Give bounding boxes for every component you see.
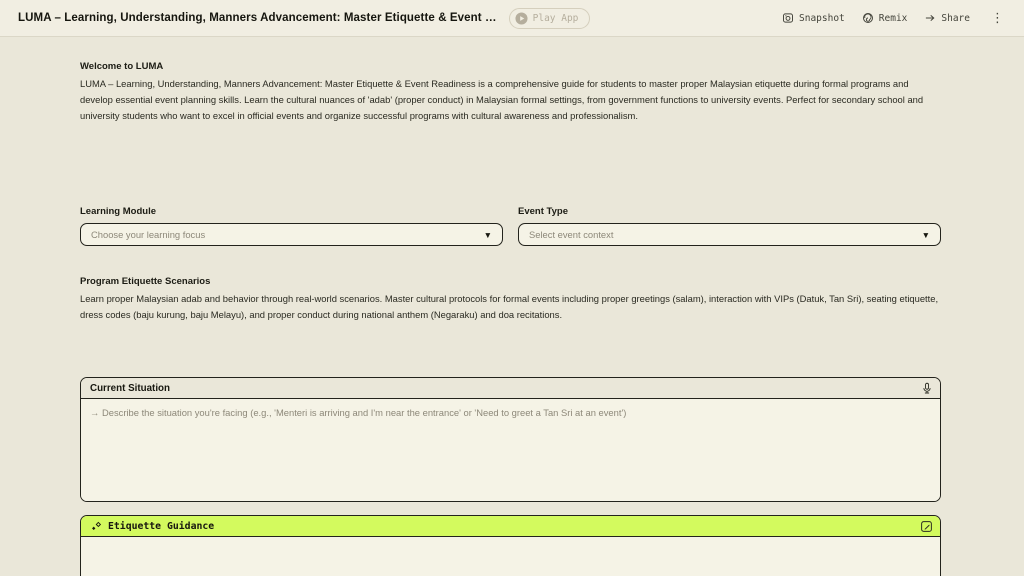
app-title: LUMA – Learning, Understanding, Manners Advancement: Master Etiquette & Event … <box>18 12 497 24</box>
etiquette-guidance-title: Etiquette Guidance <box>108 520 215 532</box>
topbar-actions <box>782 12 1006 25</box>
share-label: Share <box>941 12 970 24</box>
pencil-square-icon <box>920 520 933 533</box>
selector-row <box>80 206 941 246</box>
welcome-heading: Welcome to LUMA <box>80 61 164 72</box>
topbar <box>0 0 1024 37</box>
edit-button[interactable] <box>920 520 933 533</box>
play-app-label: Play App <box>532 12 579 24</box>
main-content <box>0 37 1024 576</box>
current-situation-input[interactable] <box>81 399 940 501</box>
current-situation-header <box>81 378 940 399</box>
play-icon <box>515 12 528 25</box>
event-type-select[interactable] <box>518 223 941 246</box>
learning-module-label: Learning Module <box>80 206 156 217</box>
play-app-button[interactable] <box>509 8 591 29</box>
scenarios-section <box>80 276 941 323</box>
scenarios-heading: Program Etiquette Scenarios <box>80 276 211 287</box>
etiquette-guidance-body <box>81 537 940 576</box>
chevron-down-icon: ▼ <box>921 229 930 240</box>
microphone-button[interactable] <box>921 382 933 395</box>
remix-swirl-icon <box>862 12 874 24</box>
snapshot-label: Snapshot <box>799 12 845 24</box>
arrow-right-icon <box>924 12 936 24</box>
chevron-down-icon: ▼ <box>483 229 492 240</box>
etiquette-guidance-header <box>81 516 940 537</box>
sparkles-icon <box>90 520 103 533</box>
remix-label: Remix <box>878 12 908 24</box>
scenarios-text: Learn proper Malaysian adab and behavior through real-world scenarios. Master cultural protocols for formal events including proper greetings (salam), interaction with VIPs (Datuk, Tan Sri), seating etiquette, dress codes (baju kurung, baju Melayu), and proper conduct during national anthem (Negaraku) and doa recitations. <box>80 293 939 320</box>
event-type-placeholder: Select event context <box>529 229 614 240</box>
learning-module-select[interactable] <box>80 223 503 246</box>
snapshot-button[interactable] <box>782 12 845 24</box>
remix-button[interactable] <box>862 12 908 24</box>
camera-icon <box>782 12 794 24</box>
etiquette-guidance-panel <box>80 515 941 576</box>
overflow-menu-button[interactable]: ⋮ <box>991 10 1004 26</box>
share-button[interactable] <box>924 12 970 24</box>
learning-module-field <box>80 206 503 246</box>
event-type-label: Event Type <box>518 206 568 217</box>
current-situation-title: Current Situation <box>90 382 171 394</box>
current-situation-panel <box>80 377 941 502</box>
event-type-field <box>518 206 941 246</box>
welcome-section <box>80 61 941 124</box>
learning-module-placeholder: Choose your learning focus <box>91 229 206 240</box>
microphone-icon <box>921 382 933 395</box>
welcome-text: LUMA – Learning, Understanding, Manners Advancement: Master Etiquette & Event Readiness is a comprehensive guide for students to master proper Malaysian etiquette during formal programs and develop essential event planning skills. Learn the cultural nuances of 'adab' (proper conduct) in Malaysian formal settings, from government functions to university events. Perfect for secondary school and university students who want to excel in official events and organize successful programs with cultural awareness and professionalism. <box>80 78 924 121</box>
